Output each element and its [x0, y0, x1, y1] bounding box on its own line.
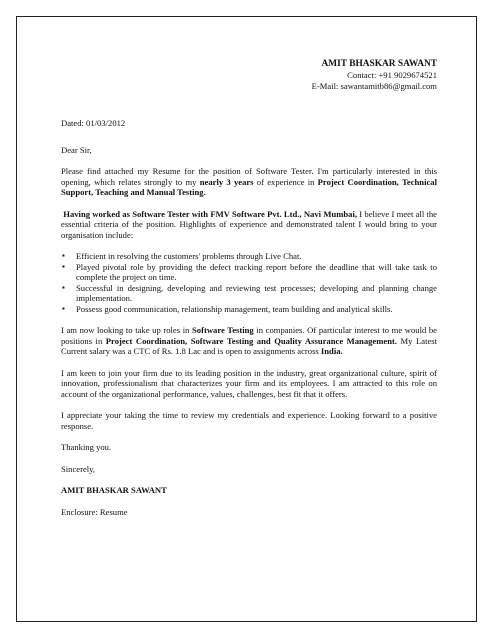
p3-bold-country: India.: [320, 346, 343, 356]
enclosure-line: Enclosure: Resume: [61, 506, 128, 517]
letter-header: [61, 58, 437, 92]
p3-text-d: My Latest Current salary was a CTC of Rs. 1.8 Lac and is open to assignments across: [61, 335, 437, 356]
cover-letter: [61, 58, 437, 517]
list-item: ▪ Efficient in resolving the customers' problems through Live Chat.: [61, 251, 437, 262]
paragraph-motivation: I am keen to join your firm due to its leading position in the industry, great organizational culture, spirit of innovation, professionalism that characterizes your firm and its employees. I am attracted to this role on account of the organizational performance, values, challenges, best fit that it offers.: [61, 367, 437, 399]
salutation: Dear Sir,: [61, 144, 92, 155]
p1-text-a: Please find attached my Resume for the position of Software Tester. I'm particularly interested in this opening, which relates strongly to my: [61, 166, 437, 187]
p2-bold-employer: Having worked as Software Tester with FMV Software Pvt. Ltd., Navi Mumbai,: [63, 208, 357, 219]
signature-name: [61, 485, 437, 496]
p1-bold-years: nearly 3 years: [199, 176, 254, 187]
p3-text-c: in companies. Of particular interest to me would be positions in: [61, 325, 437, 346]
thanks-line: Thanking you.: [61, 442, 112, 452]
closing-line: Sincerely,: [61, 463, 96, 474]
sender-contact: Contact: +91 9029674521: [347, 70, 437, 80]
list-item: ▪ Possess good communication, relationship management, team building and analytical skills.: [61, 304, 437, 315]
letter-date: Dated: 01/03/2012: [61, 118, 126, 128]
signature-text: AMIT BHASKAR SAWANT: [61, 485, 167, 495]
list-item: ▪ Successful in designing, developing and reviewing test processes; developing and planning change implementation.: [61, 283, 437, 304]
paragraph-intro: [61, 166, 437, 198]
p1-bold-skills: Project Coordination, Technical Support, Teaching and Manual Testing.: [61, 176, 437, 197]
paragraph-roles: [61, 325, 437, 357]
p1-text-c: of experience in: [253, 176, 318, 187]
list-item: ▪ Played pivotal role by providing the defect tracking report before the deadline that will take task to complete the project on time.: [61, 262, 437, 283]
p3-bold-role: Software Testing: [192, 325, 254, 335]
p3-text-a: I am now looking to take up roles in: [61, 325, 193, 335]
paragraph-appreciation: I appreciate your taking the time to review my credentials and experience. Looking forward to a positive response.: [61, 410, 437, 431]
p3-bold-positions: Project Coordination, Software Testing and Quality Assurance Management.: [105, 335, 398, 346]
sender-name: AMIT BHASKAR SAWANT: [321, 59, 437, 69]
sender-email: E-Mail: sawantamitb86@gmail.com: [311, 81, 437, 91]
highlights-list: [61, 251, 437, 314]
paragraph-experience: [61, 209, 437, 241]
p2-text: I believe I meet all the essential criteria of the position. Highlights of experience and demonstrated talent I would bring to your organisation include:: [61, 208, 438, 240]
